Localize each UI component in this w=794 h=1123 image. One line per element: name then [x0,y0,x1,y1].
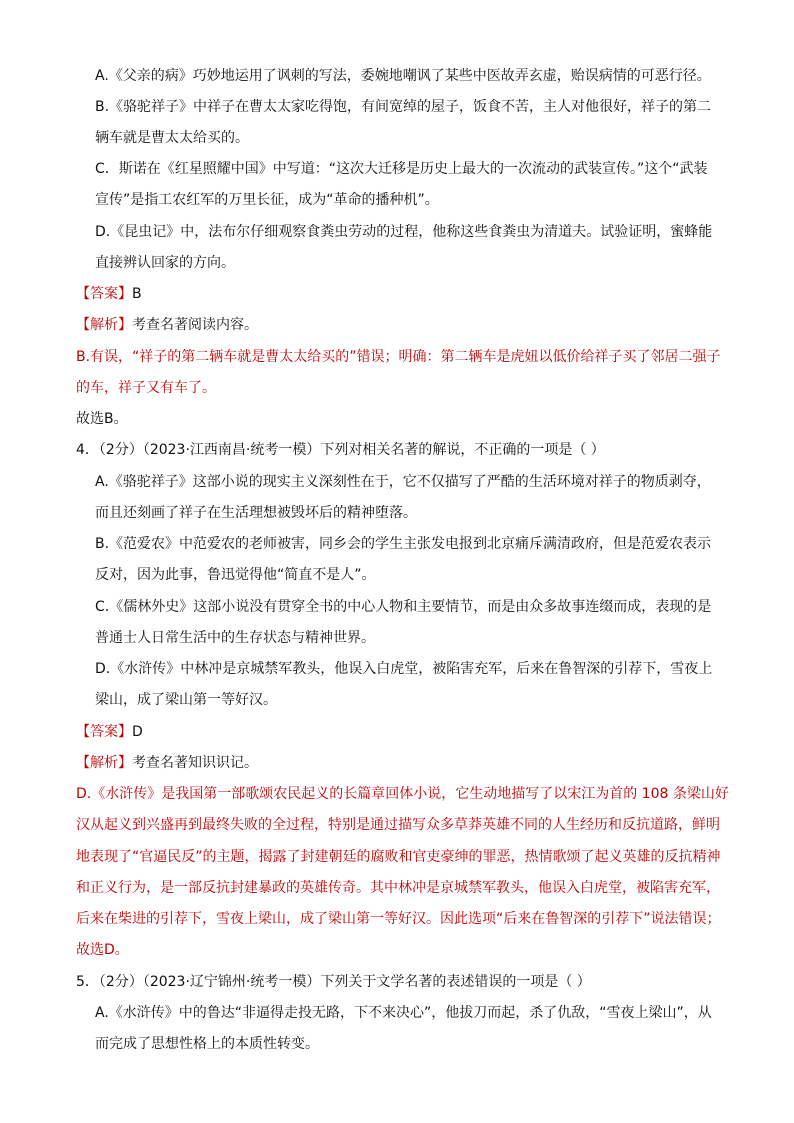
answer-row [76,284,142,304]
q4-option-c-line2: 普通士人日常生活中的生存状态与精神世界。 [95,630,375,646]
analysis-row [76,315,258,335]
option-d-line2: 直接辨认回家的方向。 [95,255,235,271]
conclusion: 故选B。 [76,411,128,427]
q4-analysis-label: 【解析】 [76,755,132,771]
q4-analysis-text: 考查名著知识识记。 [132,755,258,771]
option-b-line1: B.《骆驼祥子》中祥子在曹太太家吃得饱，有间宽绰的屋子，饭食不苦，主人对他很好，祥子的第二 [95,99,712,115]
option-c-line1: C．斯诺在《红星照耀中国》中写道：“这次大迁移是历史上最大的一次流动的武装宣传。”这个“武装 [95,161,708,177]
q4-analysis-row [76,753,258,773]
q4-option-a-line1: A.《骆驼祥子》这部小说的现实主义深刻性在于，它不仅描写了严酷的生活环境对祥子的物质剥夺， [95,474,711,490]
q4-answer-row [76,722,143,742]
analysis-detail-line1: B.有误，“祥子的第二辆车就是曹太太给买的”错误；明确：第二辆车是虎妞以低价给祥子买了邻居二强子 [76,349,721,365]
q4-conclusion: 故选D。 [76,942,129,958]
q4-option-a-line2: 而且还刻画了祥子在生活理想被毁坏后的精神堕落。 [95,505,417,521]
option-d-line1: D.《昆虫记》中，法布尔仔细观察食粪虫劳动的过程，他称这些食粪虫为清道夫。试验证明，蜜蜂能 [95,224,713,240]
q5-option-a-line2: 而完成了思想性格上的本质性转变。 [95,1036,319,1052]
option-c-line2: 宣传”是指工农红军的万里长征，成为“革命的播种机”。 [95,192,439,208]
q4-option-b-line2: 反对，因为此事，鲁迅觉得他“简直不是人”。 [95,567,376,583]
q4-answer-value: D [132,724,143,740]
question-4-stem: 4．（2分）（2023·江西南昌·统考一模）下列对相关名著的解说，不正确的一项是（ ） [76,442,605,458]
q4-option-c-line1: C.《儒林外史》这部小说没有贯穿全书的中心人物和主要情节，而是由众多故事连缀而成，表现的是 [95,599,712,615]
q4-option-b-line1: B.《范爱农》中范爱农的老师被害，同乡会的学生主张发电报到北京痛斥满清政府，但是范爱农表示 [95,536,712,552]
q5-option-a-line1: A.《水浒传》中的鲁达“非逼得走投无路，下不来决心”，他拔刀而起，杀了仇敌，“雪夜上梁山”，从 [95,1005,712,1021]
analysis-detail-line2: 的车，祥子又有车了。 [76,380,216,396]
q4-analysis-detail-line4: 和正义行为，是一部反抗封建暴政的英雄传奇。其中林冲是京城禁军教头，他误入白虎堂，被陷害充军， [76,880,720,896]
answer-label: 【答案】 [76,286,132,302]
option-b-line2: 辆车就是曹太太给买的。 [95,130,249,146]
answer-value: B [132,286,142,302]
q4-analysis-detail-line3: 地表现了“官逼民反”的主题，揭露了封建朝廷的腐败和官吏豪绅的罪恶，热情歌颂了起义英雄的反抗精神 [76,849,721,865]
q4-option-d-line2: 梁山，成了梁山第一等好汉。 [95,692,277,708]
question-5-stem: 5．（2分）（2023·辽宁锦州·统考一模）下列关于文学名著的表述错误的一项是（ ） [76,974,591,990]
q4-analysis-detail-line5: 后来在柴进的引荐下，雪夜上梁山，成了梁山第一等好汉。因此选项“后来在鲁智深的引荐下”说法错误； [76,911,721,927]
option-a: A.《父亲的病》巧妙地运用了讽刺的写法，委婉地嘲讽了某些中医故弄玄虚，贻误病情的可恶行径。 [95,68,711,84]
analysis-text: 考查名著阅读内容。 [132,317,258,333]
q4-answer-label: 【答案】 [76,724,132,740]
q4-analysis-detail-line2: 汉从起义到兴盛再到最终失败的全过程，特别是通过描写众多草莽英雄不同的人生经历和反抗道路，鲜明 [76,817,720,833]
analysis-label: 【解析】 [76,317,132,333]
q4-analysis-detail-line1: D.《水浒传》是我国第一部歌颂农民起义的长篇章回体小说，它生动地描写了以宋江为首的 108 条梁山好 [76,786,729,802]
q4-option-d-line1: D.《水浒传》中林冲是京城禁军教头，他误入白虎堂，被陷害充军，后来在鲁智深的引荐下，雪夜上 [95,661,713,677]
